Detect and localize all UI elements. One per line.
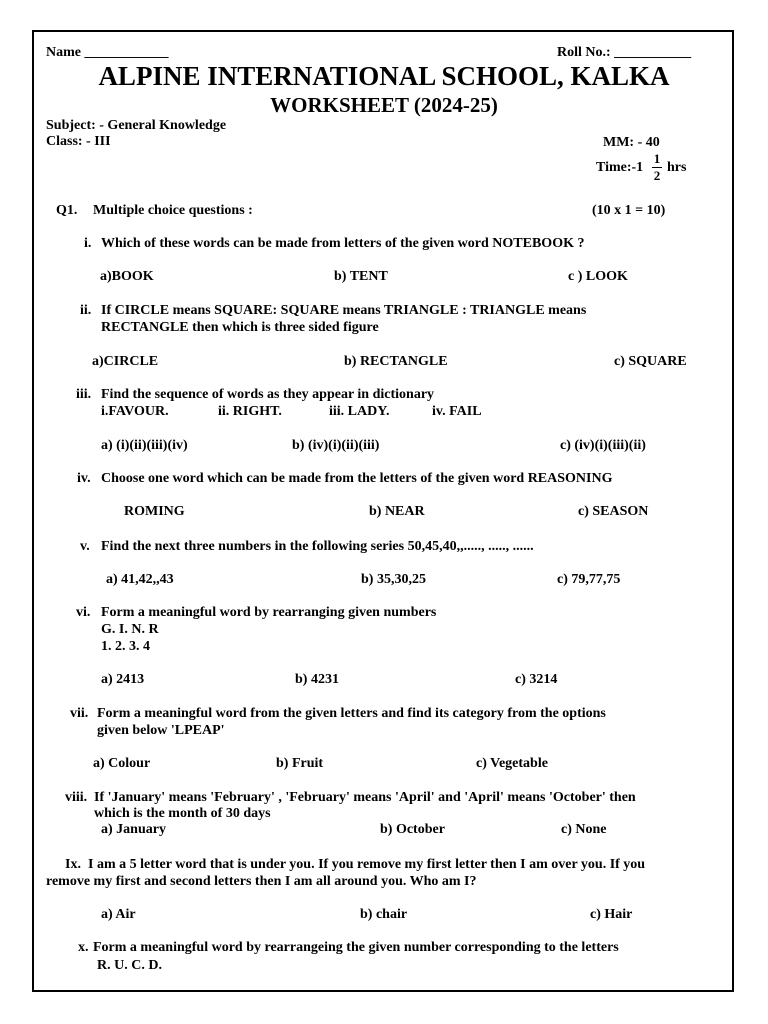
q1-title: Multiple choice questions : xyxy=(93,203,253,218)
question-text: Form a meaningful word by rearrangeing the given number corresponding to the letters xyxy=(93,940,619,955)
class-label: Class: - III xyxy=(46,134,111,149)
option-a: a)CIRCLE xyxy=(92,354,159,369)
option-c: c) None xyxy=(561,822,607,837)
option-c: c) Vegetable xyxy=(476,756,548,771)
option-a: a) January xyxy=(101,822,166,837)
question-text: given below 'LPEAP' xyxy=(97,723,225,738)
option-b: b) October xyxy=(380,822,445,837)
option-b: b) NEAR xyxy=(369,504,425,519)
sequence-word: iv. FAIL xyxy=(432,404,482,419)
question-number: ii. xyxy=(80,303,92,318)
option-a: a) Air xyxy=(101,907,136,922)
option-b: b) 35,30,25 xyxy=(361,572,426,587)
time-fraction-denominator: 2 xyxy=(653,168,661,183)
option-b: b) 4231 xyxy=(295,672,339,687)
sequence-word: ii. RIGHT. xyxy=(218,404,282,419)
number-row: 1. 2. 3. 4 xyxy=(101,639,150,654)
question-text: Choose one word which can be made from the letters of the given word REASONING xyxy=(101,471,613,486)
option-b: b) Fruit xyxy=(276,756,324,771)
question-number: Ix. xyxy=(65,857,81,872)
question-number: i. xyxy=(84,236,92,251)
option-c: c) 79,77,75 xyxy=(557,572,621,587)
question-text: Find the sequence of words as they appear in dictionary xyxy=(101,387,435,402)
option-a: a) 2413 xyxy=(101,672,145,687)
question-text: If CIRCLE means SQUARE: SQUARE means TRIANGLE : TRIANGLE means xyxy=(101,303,587,318)
time-unit: hrs xyxy=(667,160,687,175)
option-c: c) 3214 xyxy=(515,672,558,687)
question-number: v. xyxy=(80,539,90,554)
option-b: b) RECTANGLE xyxy=(344,354,448,369)
option-a: a) (i)(ii)(iii)(iv) xyxy=(101,438,188,453)
question-text: Find the next three numbers in the following series 50,45,40,,....., ....., ...... xyxy=(101,539,534,554)
sequence-word: i.FAVOUR. xyxy=(101,404,169,419)
question-number: vii. xyxy=(70,706,89,721)
option-b: b) (iv)(i)(ii)(iii) xyxy=(292,438,380,453)
sequence-word: iii. LADY. xyxy=(329,404,390,419)
question-text: RECTANGLE then which is three sided figure xyxy=(101,320,379,335)
max-marks: MM: - 40 xyxy=(603,135,660,150)
option-b: b) chair xyxy=(360,907,408,922)
name-field: Name ____________ xyxy=(46,45,169,60)
time-fraction-numerator: 1 xyxy=(653,151,661,166)
school-name: ALPINE INTERNATIONAL SCHOOL, KALKA xyxy=(98,61,670,91)
time-label: Time:-1 xyxy=(596,160,644,175)
option-b: b) TENT xyxy=(334,269,388,284)
time-fraction xyxy=(651,152,663,183)
question-text: I am a 5 letter word that is under you. If you remove my first letter then I am over you. If you xyxy=(88,857,646,872)
question-text: Form a meaningful word by rearranging given numbers xyxy=(101,605,437,620)
letter-row: R. U. C. D. xyxy=(97,958,162,973)
worksheet-title: WORKSHEET (2024-25) xyxy=(270,93,498,117)
option-a: ROMING xyxy=(124,504,185,519)
subject-label: Subject: - General Knowledge xyxy=(46,118,227,133)
question-text: which is the month of 30 days xyxy=(94,806,271,821)
option-a: a)BOOK xyxy=(100,269,154,284)
question-number: vi. xyxy=(76,605,91,620)
option-c: c) Hair xyxy=(590,907,633,922)
letter-row: G. I. N. R xyxy=(101,622,159,637)
question-text: remove my first and second letters then I am all around you. Who am I? xyxy=(46,874,477,889)
option-a: a) Colour xyxy=(93,756,151,771)
question-number: iii. xyxy=(76,387,92,402)
question-text: Form a meaningful word from the given letters and find its category from the options xyxy=(97,706,606,721)
q1-marks: (10 x 1 = 10) xyxy=(592,203,666,218)
option-c: c) SEASON xyxy=(578,504,649,519)
question-text: If 'January' means 'February' , 'February' means 'April' and 'April' means 'October' then xyxy=(94,790,636,805)
question-text: Which of these words can be made from letters of the given word NOTEBOOK ? xyxy=(101,236,585,251)
option-c: c) (iv)(i)(iii)(ii) xyxy=(560,438,646,453)
option-c: c) SQUARE xyxy=(614,354,687,369)
option-c: c ) LOOK xyxy=(568,269,628,284)
option-a: a) 41,42,,43 xyxy=(106,572,174,587)
question-number: iv. xyxy=(77,471,91,486)
question-number: viii. xyxy=(65,790,88,805)
q1-label: Q1. xyxy=(56,203,78,218)
question-number: x. xyxy=(78,940,89,955)
roll-number-field: Roll No.: ___________ xyxy=(557,45,692,60)
